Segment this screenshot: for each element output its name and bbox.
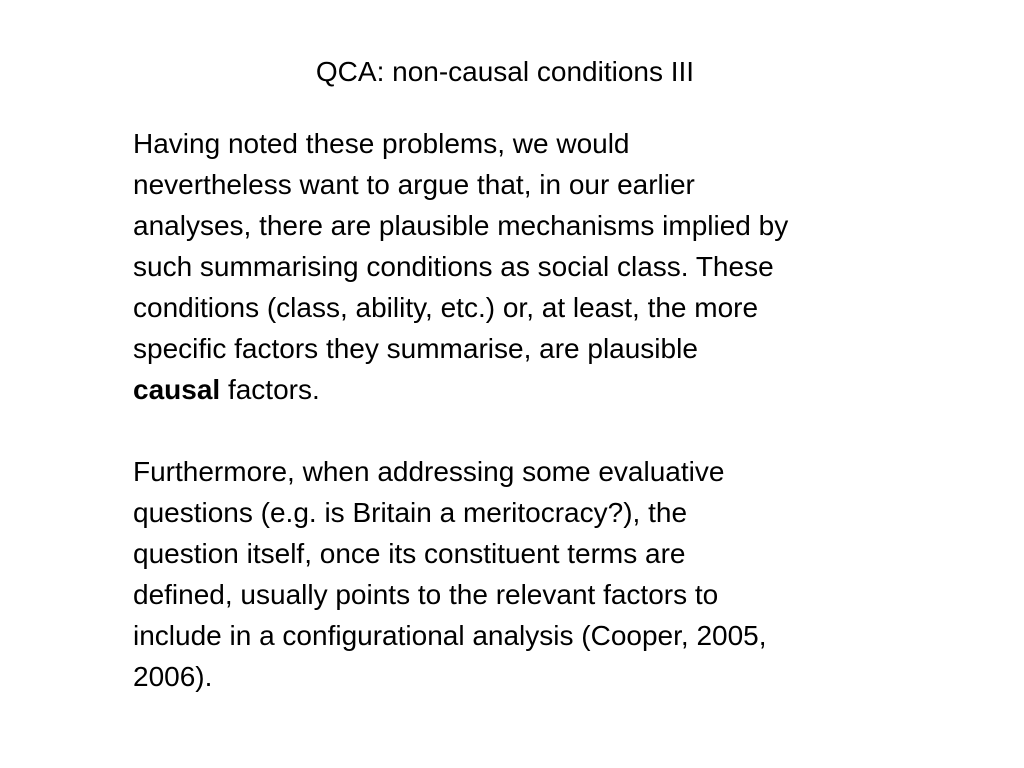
slide-body (133, 123, 953, 697)
text-line: nevertheless want to argue that, in our earlier (133, 169, 695, 200)
text-line: such summarising conditions as social class. These (133, 251, 774, 282)
paragraph-problems (133, 123, 953, 410)
text-line-final (133, 369, 953, 410)
text-line: Furthermore, when addressing some evaluative (133, 456, 725, 487)
text-line: defined, usually points to the relevant factors to (133, 579, 719, 610)
bold-word-causal: causal (133, 374, 221, 405)
text-line: include in a configurational analysis (Cooper, 2005, (133, 620, 767, 651)
text-line: question itself, once its constituent terms are (133, 538, 686, 569)
slide-title: QCA: non-causal conditions III (315, 56, 695, 87)
text-line: analyses, there are plausible mechanisms implied by (133, 210, 789, 241)
text-line: conditions (class, ability, etc.) or, at least, the more (133, 292, 759, 323)
text-line: 2006). (133, 661, 213, 692)
text-line: Having noted these problems, we would (133, 128, 630, 159)
text-line-end: factors. (220, 374, 320, 405)
paragraph-furthermore (133, 451, 953, 697)
text-line: questions (e.g. is Britain a meritocracy?), the (133, 497, 688, 528)
text-line: specific factors they summarise, are plausible (133, 333, 698, 364)
